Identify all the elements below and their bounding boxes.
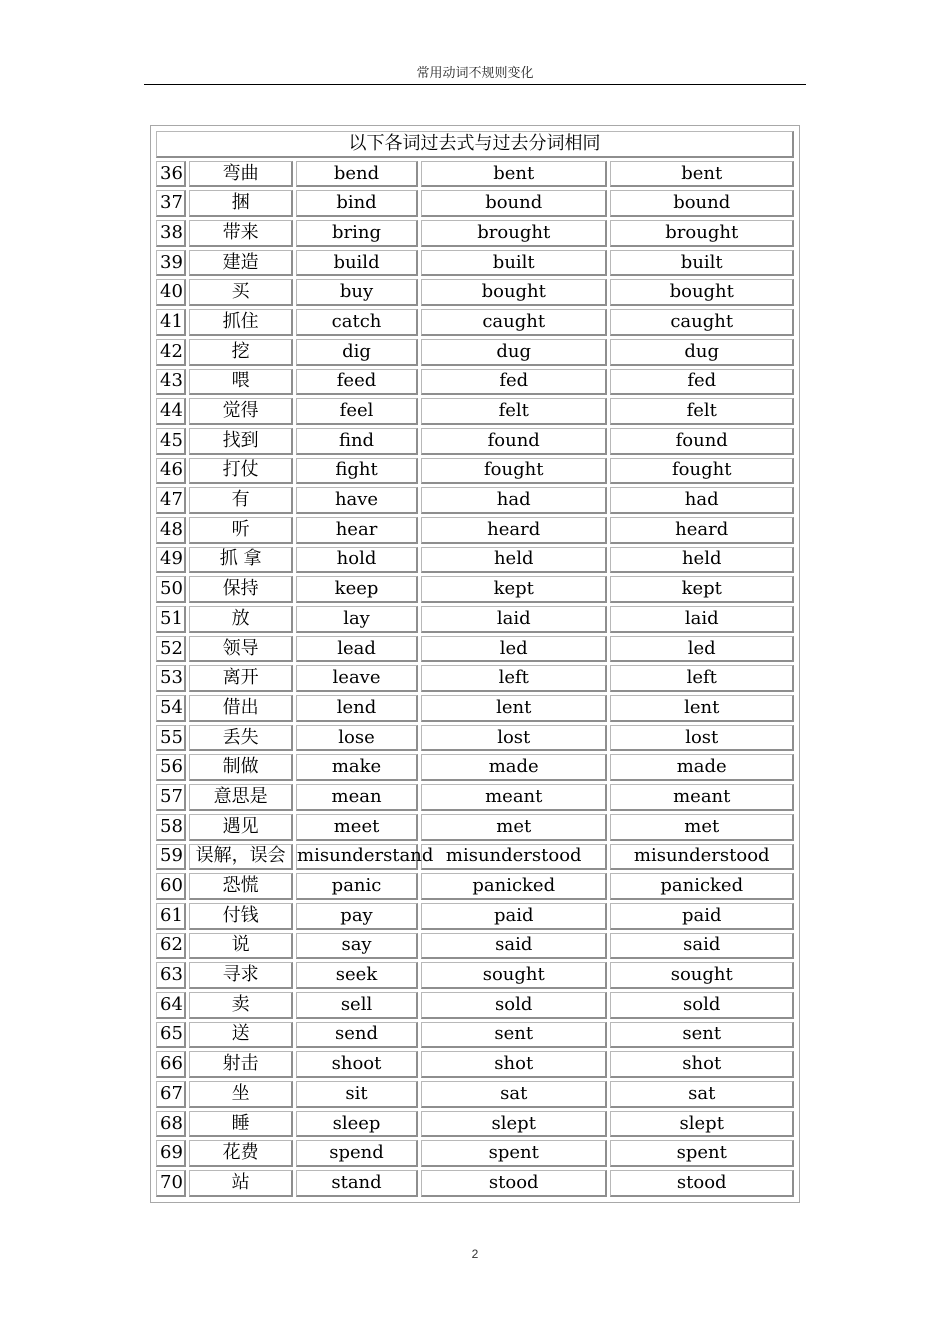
table-row — [156, 725, 794, 752]
page-header — [144, 64, 806, 85]
table-row — [156, 695, 794, 722]
base-form: fight — [296, 458, 418, 485]
base-form: catch — [296, 309, 418, 336]
base-form: sleep — [296, 1111, 418, 1138]
base-form: misunderstand — [296, 844, 418, 871]
past-tense: brought — [421, 220, 607, 247]
chinese-meaning: 领导 — [189, 636, 293, 663]
table-row — [156, 309, 794, 336]
table-row — [156, 814, 794, 841]
chinese-meaning: 打仗 — [189, 458, 293, 485]
table-row — [156, 250, 794, 277]
chinese-meaning: 制做 — [189, 754, 293, 781]
base-form: lead — [296, 636, 418, 663]
past-tense: slept — [421, 1111, 607, 1138]
past-tense: misunderstood — [421, 844, 607, 871]
verb-number: 43 — [156, 369, 186, 396]
past-tense: made — [421, 754, 607, 781]
table-row — [156, 606, 794, 633]
verb-number: 66 — [156, 1051, 186, 1078]
past-tense: spent — [421, 1140, 607, 1167]
base-form: feel — [296, 398, 418, 425]
verb-number: 54 — [156, 695, 186, 722]
verb-number: 49 — [156, 547, 186, 574]
table-row — [156, 339, 794, 366]
verb-number: 58 — [156, 814, 186, 841]
verb-number: 37 — [156, 190, 186, 217]
verb-number: 39 — [156, 250, 186, 277]
base-form: buy — [296, 279, 418, 306]
past-participle: found — [610, 428, 794, 455]
past-participle: meant — [610, 784, 794, 811]
verb-number: 46 — [156, 458, 186, 485]
verb-number: 44 — [156, 398, 186, 425]
base-form: make — [296, 754, 418, 781]
verb-number: 65 — [156, 1022, 186, 1049]
verb-number: 55 — [156, 725, 186, 752]
base-form: lend — [296, 695, 418, 722]
chinese-meaning: 建造 — [189, 250, 293, 277]
base-form: feed — [296, 369, 418, 396]
chinese-meaning: 意思是 — [189, 784, 293, 811]
past-participle: brought — [610, 220, 794, 247]
table-caption: 以下各词过去式与过去分词相同 — [156, 131, 794, 158]
base-form: keep — [296, 576, 418, 603]
chinese-meaning: 误解，误会 — [189, 844, 293, 871]
past-participle: misunderstood — [610, 844, 794, 871]
verb-number: 64 — [156, 992, 186, 1019]
verb-table-frame — [150, 125, 800, 1203]
base-form: have — [296, 487, 418, 514]
chinese-meaning: 听 — [189, 517, 293, 544]
past-tense: left — [421, 665, 607, 692]
verb-number: 48 — [156, 517, 186, 544]
chinese-meaning: 弯曲 — [189, 161, 293, 188]
past-participle: bent — [610, 161, 794, 188]
past-participle: met — [610, 814, 794, 841]
table-row — [156, 547, 794, 574]
past-participle: heard — [610, 517, 794, 544]
verb-number: 47 — [156, 487, 186, 514]
past-participle: caught — [610, 309, 794, 336]
base-form: bend — [296, 161, 418, 188]
past-tense: bought — [421, 279, 607, 306]
past-tense: stood — [421, 1170, 607, 1197]
past-tense: shot — [421, 1051, 607, 1078]
base-form: lay — [296, 606, 418, 633]
chinese-meaning: 找到 — [189, 428, 293, 455]
past-participle: led — [610, 636, 794, 663]
past-tense: built — [421, 250, 607, 277]
base-form: pay — [296, 903, 418, 930]
chinese-meaning: 付钱 — [189, 903, 293, 930]
table-row — [156, 784, 794, 811]
past-tense: fed — [421, 369, 607, 396]
table-row — [156, 1111, 794, 1138]
past-tense: panicked — [421, 873, 607, 900]
verb-number: 60 — [156, 873, 186, 900]
past-tense: meant — [421, 784, 607, 811]
table-row — [156, 220, 794, 247]
base-form: meet — [296, 814, 418, 841]
chinese-meaning: 恐慌 — [189, 873, 293, 900]
base-form: hear — [296, 517, 418, 544]
table-row — [156, 933, 794, 960]
chinese-meaning: 站 — [189, 1170, 293, 1197]
past-participle: held — [610, 547, 794, 574]
past-participle: sent — [610, 1022, 794, 1049]
base-form: lose — [296, 725, 418, 752]
past-tense: found — [421, 428, 607, 455]
table-row — [156, 458, 794, 485]
past-tense: felt — [421, 398, 607, 425]
past-participle: had — [610, 487, 794, 514]
table-row — [156, 1140, 794, 1167]
table-row — [156, 992, 794, 1019]
table-row — [156, 1081, 794, 1108]
table-row — [156, 962, 794, 989]
table-row — [156, 665, 794, 692]
past-participle: fought — [610, 458, 794, 485]
chinese-meaning: 觉得 — [189, 398, 293, 425]
base-form: hold — [296, 547, 418, 574]
chinese-meaning: 花费 — [189, 1140, 293, 1167]
chinese-meaning: 丢失 — [189, 725, 293, 752]
past-tense: said — [421, 933, 607, 960]
base-form: spend — [296, 1140, 418, 1167]
table-row — [156, 487, 794, 514]
irregular-verbs-table — [153, 128, 797, 1200]
base-form: find — [296, 428, 418, 455]
table-row — [156, 873, 794, 900]
chinese-meaning: 喂 — [189, 369, 293, 396]
verb-number: 45 — [156, 428, 186, 455]
past-tense: heard — [421, 517, 607, 544]
past-tense: lent — [421, 695, 607, 722]
past-tense: sat — [421, 1081, 607, 1108]
past-tense: sent — [421, 1022, 607, 1049]
verb-number: 41 — [156, 309, 186, 336]
base-form: say — [296, 933, 418, 960]
verb-number: 59 — [156, 844, 186, 871]
verb-number: 67 — [156, 1081, 186, 1108]
base-form: mean — [296, 784, 418, 811]
past-tense: held — [421, 547, 607, 574]
chinese-meaning: 睡 — [189, 1111, 293, 1138]
chinese-meaning: 买 — [189, 279, 293, 306]
table-row — [156, 576, 794, 603]
verb-number: 68 — [156, 1111, 186, 1138]
past-participle: felt — [610, 398, 794, 425]
past-tense: paid — [421, 903, 607, 930]
chinese-meaning: 抓住 — [189, 309, 293, 336]
past-participle: sought — [610, 962, 794, 989]
chinese-meaning: 带来 — [189, 220, 293, 247]
past-participle: fed — [610, 369, 794, 396]
past-participle: left — [610, 665, 794, 692]
base-form: sell — [296, 992, 418, 1019]
past-tense: kept — [421, 576, 607, 603]
verb-number: 53 — [156, 665, 186, 692]
past-participle: panicked — [610, 873, 794, 900]
verb-number: 70 — [156, 1170, 186, 1197]
past-participle: laid — [610, 606, 794, 633]
table-row — [156, 428, 794, 455]
chinese-meaning: 坐 — [189, 1081, 293, 1108]
chinese-meaning: 抓 拿 — [189, 547, 293, 574]
chinese-meaning: 卖 — [189, 992, 293, 1019]
base-form: leave — [296, 665, 418, 692]
verb-number: 50 — [156, 576, 186, 603]
verb-number: 69 — [156, 1140, 186, 1167]
table-row — [156, 1051, 794, 1078]
past-tense: caught — [421, 309, 607, 336]
table-row — [156, 398, 794, 425]
base-form: dig — [296, 339, 418, 366]
verb-number: 52 — [156, 636, 186, 663]
past-participle: sat — [610, 1081, 794, 1108]
past-participle: made — [610, 754, 794, 781]
table-row — [156, 844, 794, 871]
past-tense: dug — [421, 339, 607, 366]
verb-number: 57 — [156, 784, 186, 811]
past-tense: sought — [421, 962, 607, 989]
past-tense: lost — [421, 725, 607, 752]
base-form: stand — [296, 1170, 418, 1197]
page-number: 2 — [471, 1247, 479, 1261]
past-tense: had — [421, 487, 607, 514]
past-participle: shot — [610, 1051, 794, 1078]
past-tense: bound — [421, 190, 607, 217]
verb-number: 38 — [156, 220, 186, 247]
verb-number: 63 — [156, 962, 186, 989]
past-tense: bent — [421, 161, 607, 188]
table-row — [156, 517, 794, 544]
chinese-meaning: 离开 — [189, 665, 293, 692]
past-participle: bought — [610, 279, 794, 306]
chinese-meaning: 保持 — [189, 576, 293, 603]
past-participle: spent — [610, 1140, 794, 1167]
past-participle: slept — [610, 1111, 794, 1138]
chinese-meaning: 射击 — [189, 1051, 293, 1078]
past-tense: fought — [421, 458, 607, 485]
table-row — [156, 161, 794, 188]
chinese-meaning: 有 — [189, 487, 293, 514]
past-participle: dug — [610, 339, 794, 366]
verb-number: 51 — [156, 606, 186, 633]
chinese-meaning: 遇见 — [189, 814, 293, 841]
base-form: seek — [296, 962, 418, 989]
table-row — [156, 636, 794, 663]
chinese-meaning: 借出 — [189, 695, 293, 722]
chinese-meaning: 挖 — [189, 339, 293, 366]
past-participle: lost — [610, 725, 794, 752]
base-form: bind — [296, 190, 418, 217]
table-row — [156, 1022, 794, 1049]
table-row — [156, 903, 794, 930]
table-row — [156, 279, 794, 306]
table-row — [156, 369, 794, 396]
base-form: shoot — [296, 1051, 418, 1078]
chinese-meaning: 说 — [189, 933, 293, 960]
verb-number: 40 — [156, 279, 186, 306]
verb-number: 56 — [156, 754, 186, 781]
base-form: panic — [296, 873, 418, 900]
table-row — [156, 1170, 794, 1197]
table-row — [156, 754, 794, 781]
past-participle: built — [610, 250, 794, 277]
past-participle: sold — [610, 992, 794, 1019]
chinese-meaning: 捆 — [189, 190, 293, 217]
verb-number: 42 — [156, 339, 186, 366]
base-form: send — [296, 1022, 418, 1049]
past-tense: met — [421, 814, 607, 841]
past-tense: led — [421, 636, 607, 663]
table-caption-row — [156, 131, 794, 158]
chinese-meaning: 放 — [189, 606, 293, 633]
base-form: bring — [296, 220, 418, 247]
chinese-meaning: 寻求 — [189, 962, 293, 989]
chinese-meaning: 送 — [189, 1022, 293, 1049]
past-tense: sold — [421, 992, 607, 1019]
header-title: 常用动词不规则变化 — [416, 66, 534, 81]
past-participle: bound — [610, 190, 794, 217]
table-row — [156, 190, 794, 217]
past-participle: paid — [610, 903, 794, 930]
verb-number: 61 — [156, 903, 186, 930]
base-form: sit — [296, 1081, 418, 1108]
verb-number: 62 — [156, 933, 186, 960]
past-tense: laid — [421, 606, 607, 633]
past-participle: stood — [610, 1170, 794, 1197]
base-form: build — [296, 250, 418, 277]
past-participle: lent — [610, 695, 794, 722]
past-participle: kept — [610, 576, 794, 603]
past-participle: said — [610, 933, 794, 960]
verb-number: 36 — [156, 161, 186, 188]
